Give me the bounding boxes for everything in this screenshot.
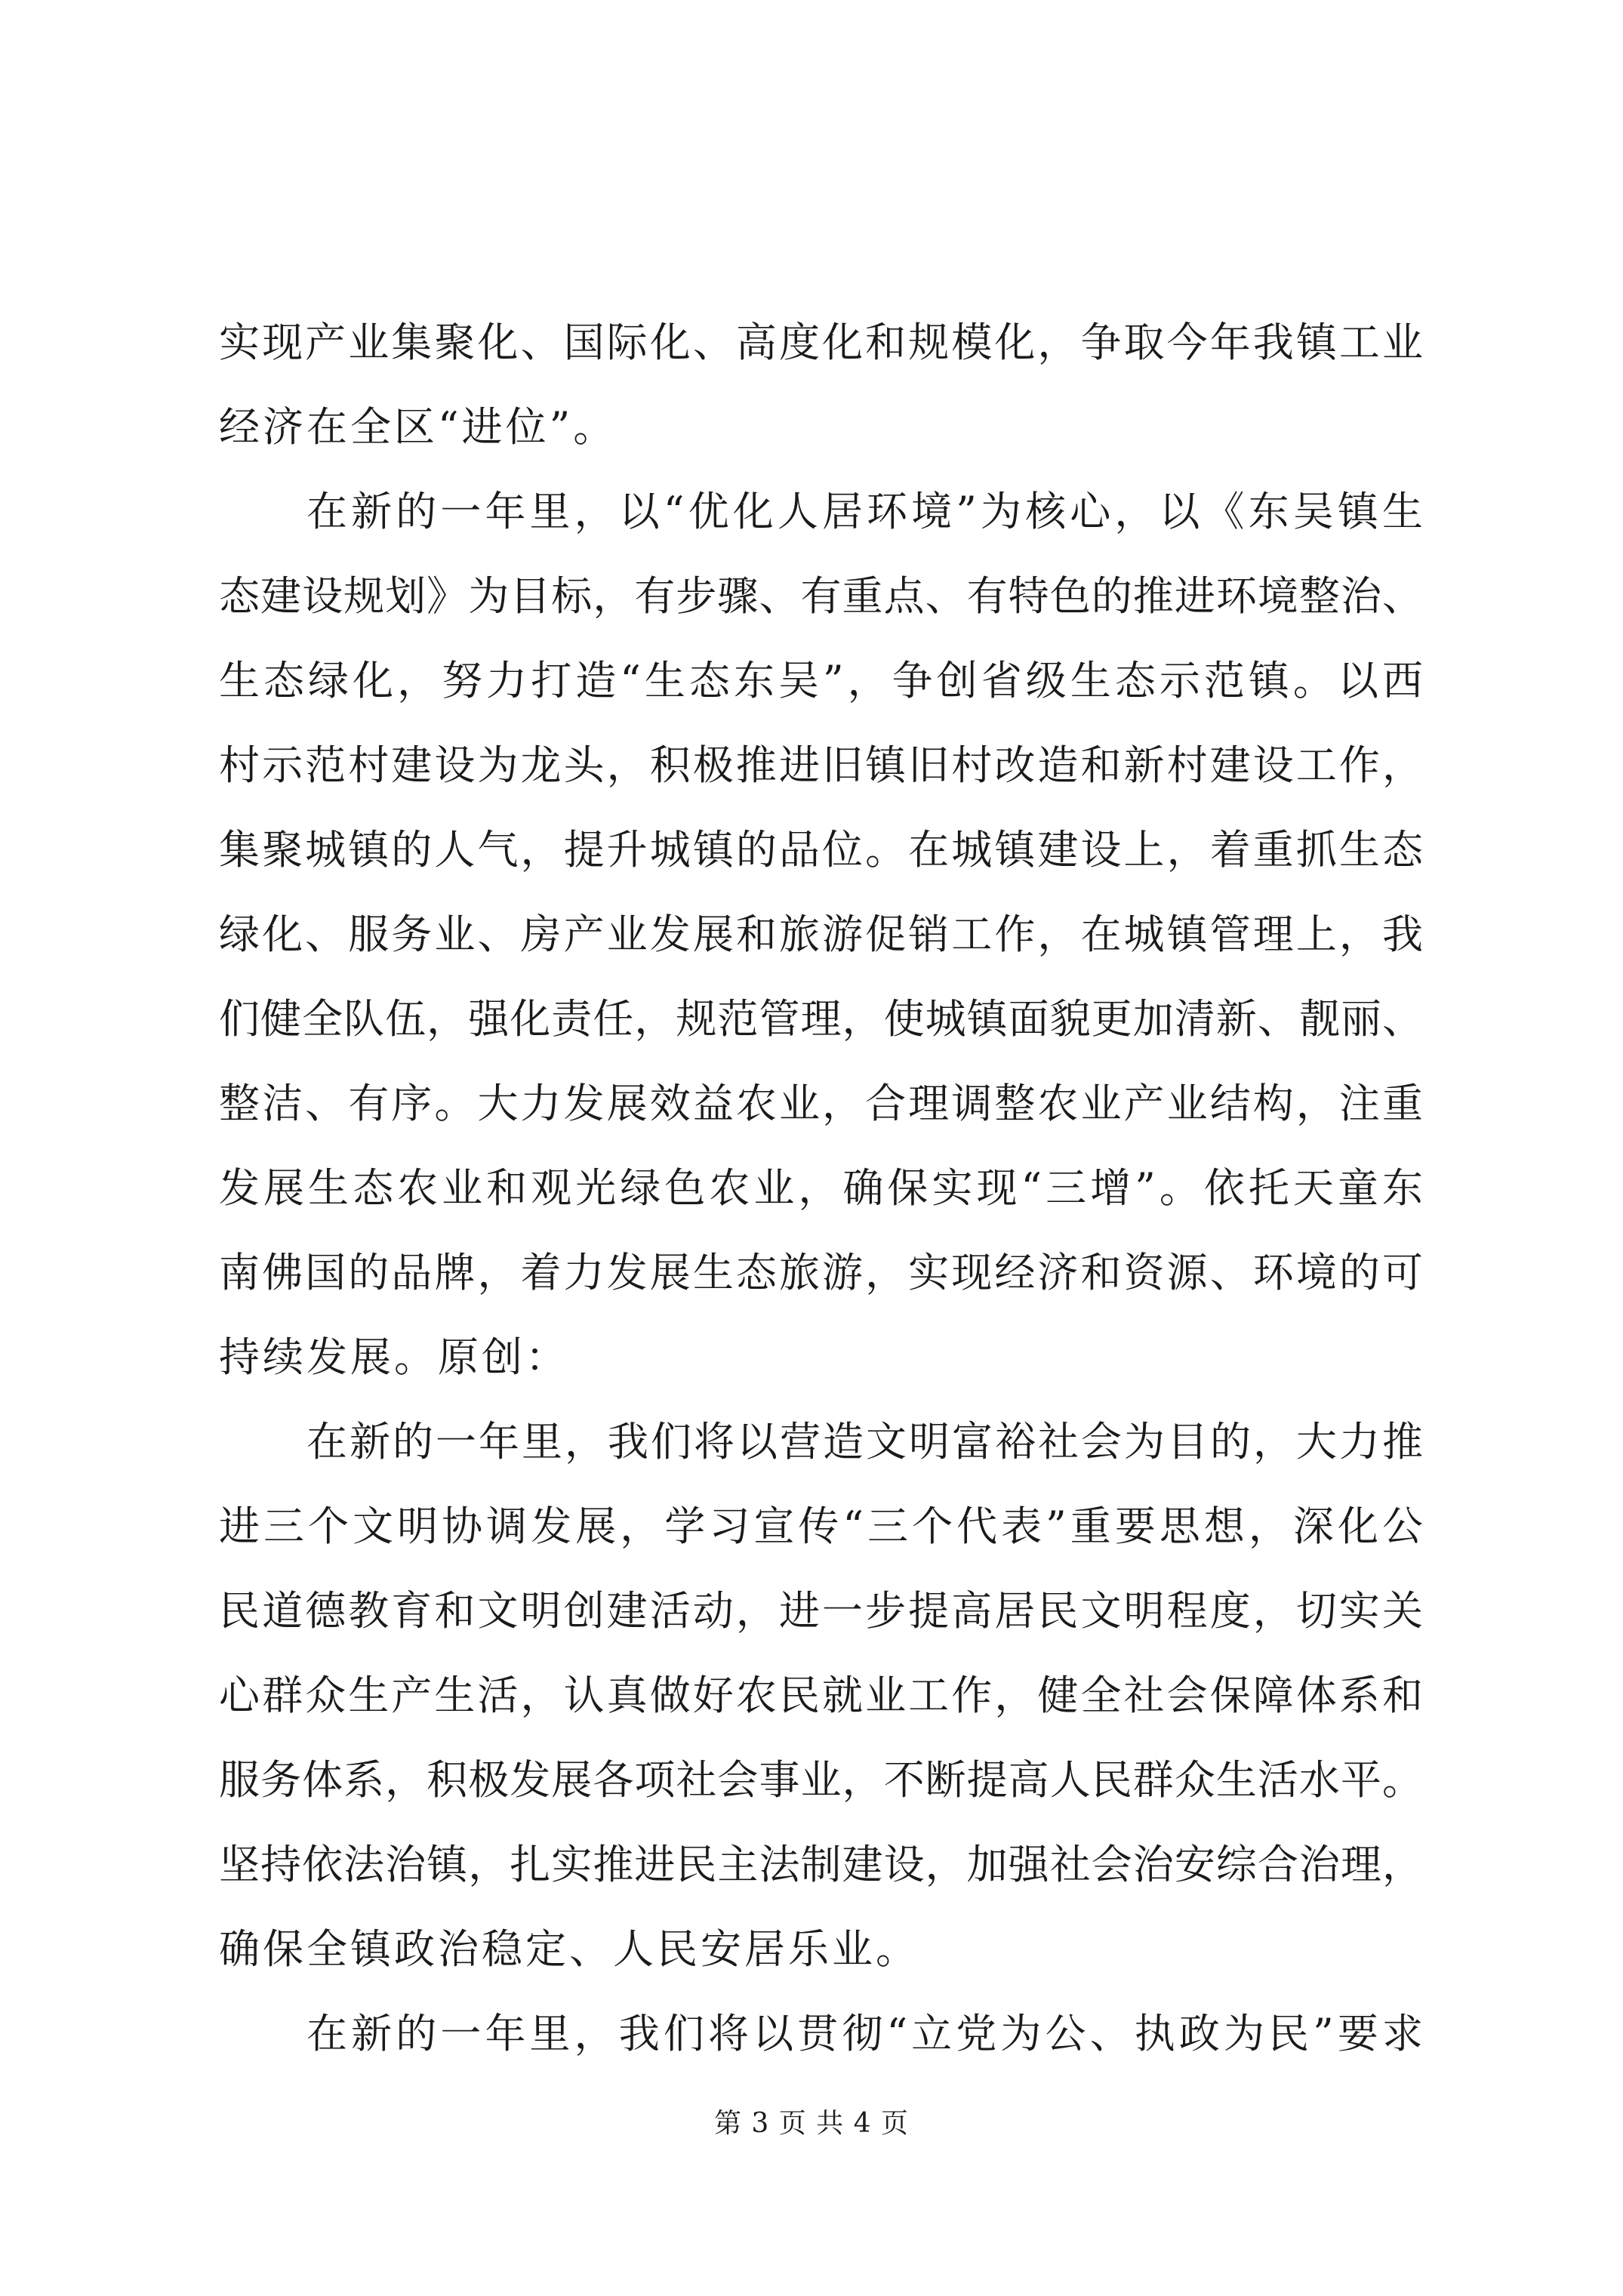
text-line: 村示范村建设为龙头，积极推进旧镇旧村改造和新村建设工作， <box>219 741 1423 789</box>
page-number-footer: 第 3 页 共 4 页 <box>713 2108 910 2139</box>
text-line: 实现产业集聚化、国际化、高度化和规模化，争取今年我镇工业 <box>219 319 1423 366</box>
document-body <box>219 300 1423 2076</box>
text-line: 生态绿化，努力打造“生态东吴”，争创省级生态示范镇。以西 <box>219 657 1423 704</box>
text-line: 持续发展。原创： <box>219 1333 569 1381</box>
text-line: 民道德教育和文明创建活动，进一步提高居民文明程度，切实关 <box>219 1587 1423 1635</box>
text-line: 们健全队伍，强化责任，规范管理，使城镇面貌更加清新、靓丽、 <box>219 995 1423 1043</box>
text-line: 坚持依法治镇，扎实推进民主法制建设，加强社会治安综合治理， <box>219 1841 1423 1888</box>
paragraph-first-line: 在新的一年里，我们将以贯彻“立党为公、执政为民”要求 <box>306 2010 1423 2057</box>
text-line: 确保全镇政治稳定、人民安居乐业。 <box>219 1925 919 1973</box>
text-line: 发展生态农业和观光绿色农业，确保实现“三增”。依托天童东 <box>219 1164 1423 1212</box>
text-line: 服务体系，积极发展各项社会事业，不断提高人民群众生活水平。 <box>219 1756 1423 1804</box>
text-line: 态建设规划》为目标，有步骤、有重点、有特色的推进环境整治、 <box>219 572 1423 620</box>
paragraph-first-line: 在新的一年里，我们将以营造文明富裕社会为目的，大力推 <box>306 1418 1423 1465</box>
text-line: 心群众生产生活，认真做好农民就业工作，健全社会保障体系和 <box>219 1672 1423 1719</box>
text-line: 经济在全区“进位”。 <box>219 403 617 451</box>
text-line: 南佛国的品牌，着力发展生态旅游，实现经济和资源、环境的可 <box>219 1249 1423 1296</box>
text-line: 绿化、服务业、房产业发展和旅游促销工作，在城镇管理上，我 <box>219 911 1423 958</box>
text-line: 进三个文明协调发展，学习宣传“三个代表”重要思想，深化公 <box>219 1502 1423 1550</box>
paragraph-first-line: 在新的一年里，以“优化人居环境”为核心，以《东吴镇生 <box>306 488 1423 535</box>
text-line: 集聚城镇的人气，提升城镇的品位。在城镇建设上，着重抓生态 <box>219 826 1423 874</box>
text-line: 整洁、有序。大力发展效益农业，合理调整农业产业结构，注重 <box>219 1080 1423 1127</box>
